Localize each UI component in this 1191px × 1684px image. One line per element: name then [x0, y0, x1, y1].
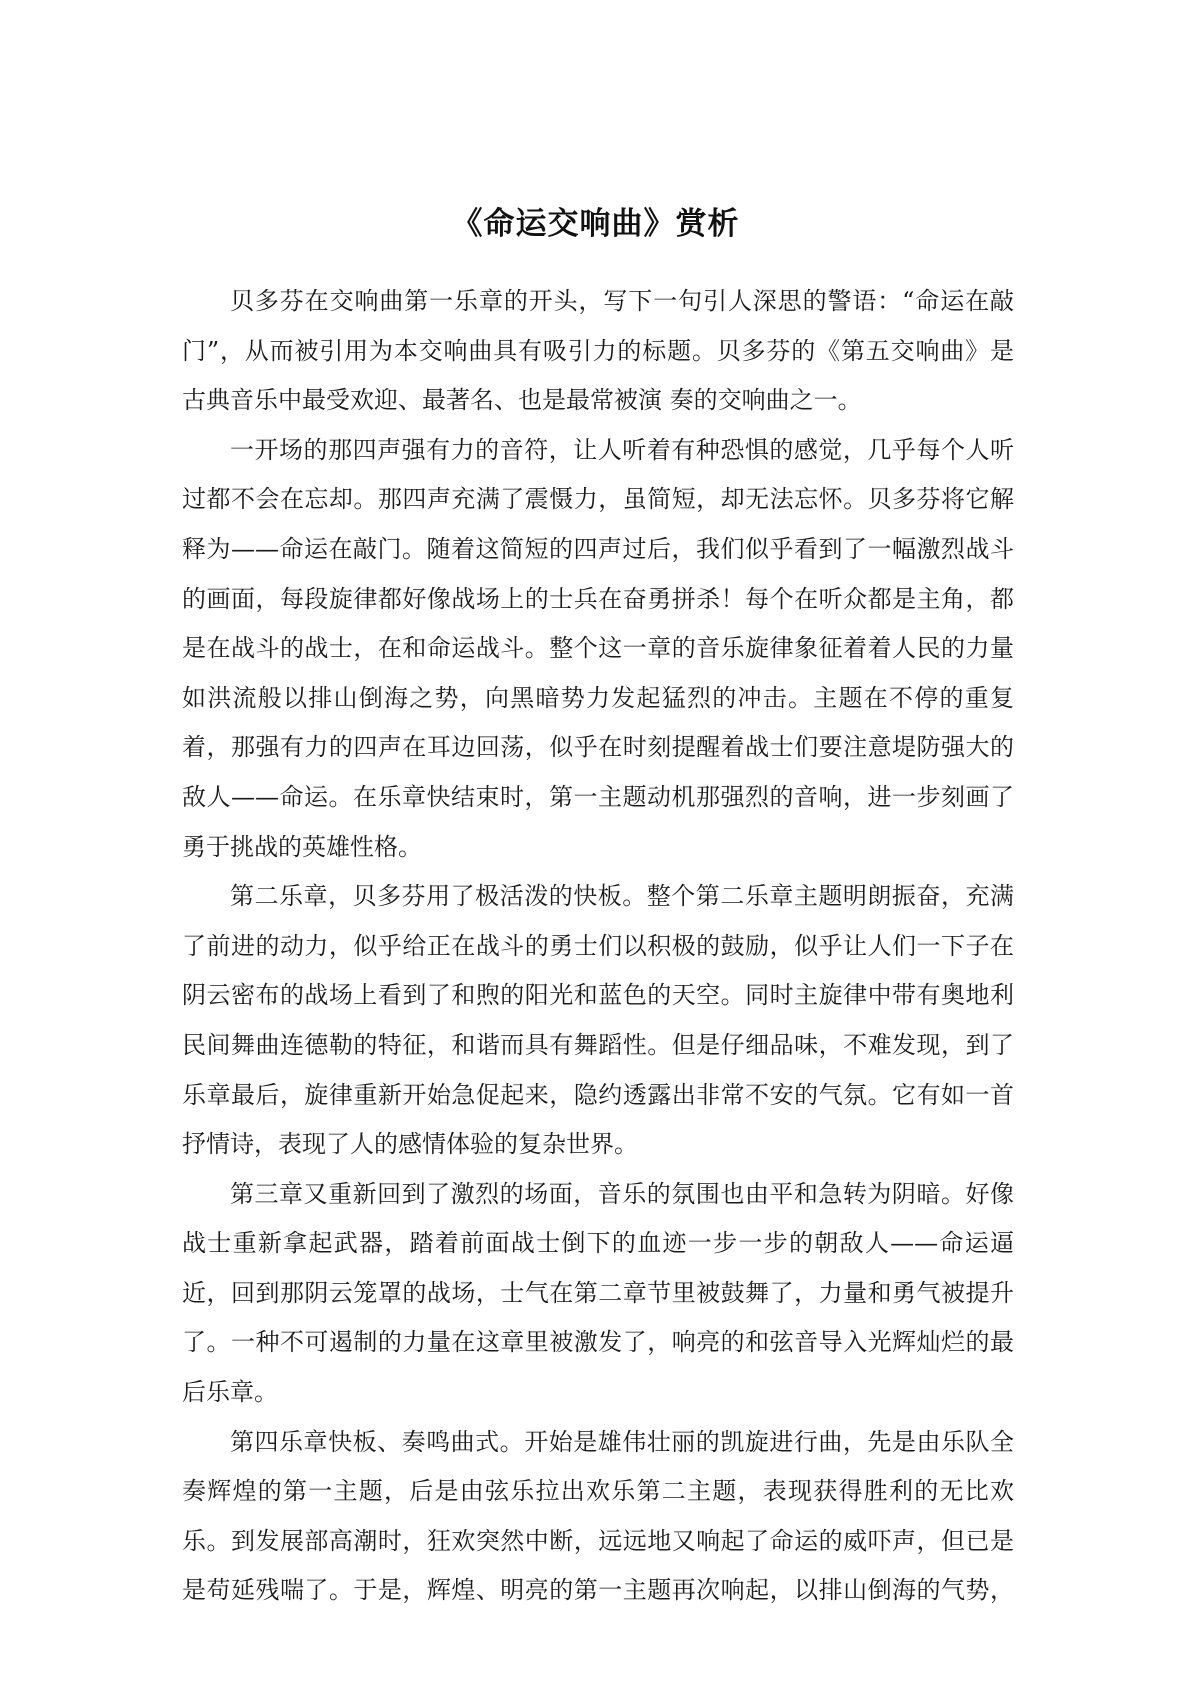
text-line: 民间舞曲连德勒的特征，和谐而具有舞蹈性。但是仔细品味，不难发现，到了: [182, 1030, 1014, 1059]
paragraph-1: [182, 277, 1014, 426]
paragraph-3: [182, 872, 1014, 1170]
document-title: 《命运交响曲》赏析: [451, 206, 740, 242]
text-line: 过都不会在忘却。那四声充满了震慑力，虽简短，却无法忘怀。贝多芬将它解: [182, 485, 1014, 514]
text-line: 古典音乐中最受欢迎、最著名、也是最常被演 奏的交响曲之一。: [182, 386, 862, 415]
text-line: 战士重新拿起武器，踏着前面战士倒下的血迹一步一步的朝敌人——命运逼: [182, 1229, 1014, 1258]
text-line: 了前进的动力，似乎给正在战斗的勇士们以积极的鼓励，似乎让人们一下子在: [182, 931, 1014, 960]
text-line: 了。一种不可遏制的力量在这章里被激发了，响亮的和弦音导入光辉灿烂的最: [182, 1328, 1014, 1357]
text-line: 释为——命运在敲门。随着这简短的四声过后，我们似乎看到了一幅激烈战斗: [182, 534, 1014, 563]
paragraph-2: [182, 426, 1014, 872]
text-line: 近，回到那阴云笼罩的战场，士气在第二章节里被鼓舞了，力量和勇气被提升: [182, 1278, 1014, 1307]
text-line: 后乐章。: [182, 1378, 278, 1407]
text-line: 是在战斗的战士，在和命运战斗。整个这一章的音乐旋律象征着着人民的力量: [182, 634, 1014, 663]
text-line: 敌人——命运。在乐章快结束时，第一主题动机那强烈的音响，进一步刻画了: [182, 782, 1014, 811]
text-line: 奏辉煌的第一主题，后是由弦乐拉出欢乐第二主题，表现获得胜利的无比欢: [182, 1477, 1014, 1506]
text-line: 乐。到发展部高潮时，狂欢突然中断，远远地又响起了命运的威吓声，但已是: [182, 1526, 1014, 1555]
text-line: 门”，从而被引用为本交响曲具有吸引力的标题。贝多芬的《第五交响曲》是: [182, 336, 1014, 365]
text-line: 第三章又重新回到了激烈的场面，音乐的氛围也由平和急转为阴暗。好像: [230, 1179, 1014, 1208]
text-line: 如洪流般以排山倒海之势，向黑暗势力发起猛烈的冲击。主题在不停的重复: [182, 683, 1014, 712]
text-line: 的画面，每段旋律都好像战场上的士兵在奋勇拼杀！每个在听众都是主角，都: [182, 584, 1014, 613]
text-line: 乐章最后，旋律重新开始急促起来，隐约透露出非常不安的气氛。它有如一首: [182, 1080, 1014, 1109]
document-body: [182, 277, 1014, 1616]
text-line: 一开场的那四声强有力的音符，让人听着有种恐惧的感觉，几乎每个人听: [230, 435, 1014, 464]
paragraph-5: [182, 1418, 1014, 1616]
text-line: 贝多芬在交响曲第一乐章的开头，写下一句引人深思的警语：“命运在敲: [230, 287, 1014, 315]
paragraph-4: [182, 1170, 1014, 1418]
text-line: 着，那强有力的四声在耳边回荡，似乎在时刻提醒着战士们要注意堤防强大的: [182, 733, 1014, 762]
text-line: 第二乐章，贝多芬用了极活泼的快板。整个第二乐章主题明朗振奋，充满: [230, 882, 1014, 911]
text-line: 勇于挑战的英雄性格。: [182, 832, 422, 861]
text-line: 是苟延残喘了。于是，辉煌、明亮的第一主题再次响起，以排山倒海的气势，: [182, 1576, 1014, 1605]
text-line: 阴云密布的战场上看到了和煦的阳光和蓝色的天空。同时主旋律中带有奥地利: [182, 981, 1014, 1010]
text-line: 抒情诗，表现了人的感情体验的复杂世界。: [182, 1130, 638, 1159]
text-line: 第四乐章快板、奏鸣曲式。开始是雄伟壮丽的凯旋进行曲，先是由乐队全: [230, 1427, 1014, 1456]
